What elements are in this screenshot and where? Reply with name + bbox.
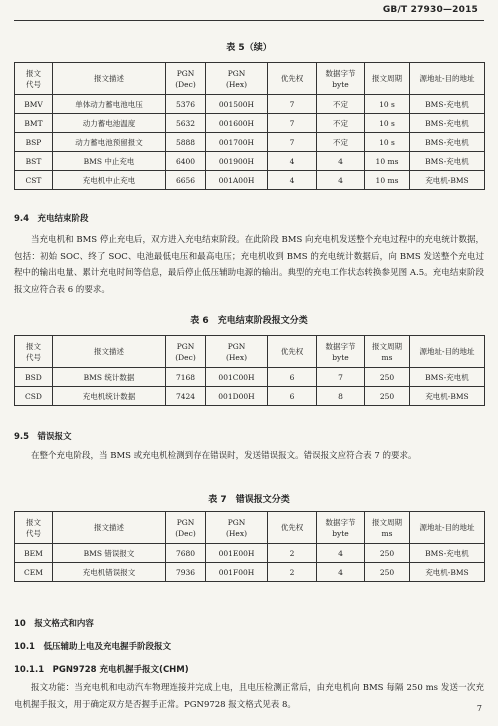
table6-header-cell: 源地址-目的地址 [410,336,485,368]
table-cell: 001D00H [206,387,268,406]
table6-header-cell: 优先权 [268,336,317,368]
table-cell: 7 [268,114,317,133]
table-cell: 充电机中止充电 [53,171,166,190]
page-number: 7 [476,704,482,713]
table-cell: 001700H [206,133,268,152]
table-cell: BSD [15,368,53,387]
section-10-1-1-paragraph: 报文功能：当充电机和电动汽车物理连接并完成上电，且电压检测正常后，由充电机向 BMS 每隔 250 ms 发送一次充电机握手报文，用于确定双方是否握手正常。PGN9728 报文格式见表 8。 [14,683,484,710]
section-10-1-heading: 10.1 低压辅助上电及充电握手阶段报文 [14,642,171,652]
table-cell: 7 [268,95,317,114]
standard-number: GB/T 27930—2015 [382,5,478,15]
table-cell: 8 [317,387,365,406]
table5-header-cell: 报文 代号 [15,63,53,95]
table-cell: 6 [268,368,317,387]
section-9-5-paragraph: 在整个充电阶段，当 BMS 或充电机检测到存在错误时，发送错误报文。错误报文应符合表 7 的要求。 [31,451,417,461]
table-cell: 4 [268,171,317,190]
table-cell: BMS-充电机 [410,133,485,152]
table5-body [15,95,485,190]
table6-header-cell: PGN (Hex) [206,336,268,368]
table-cell: 不定 [317,95,365,114]
table-cell: 250 [365,544,410,563]
table-cell: BSP [15,133,53,152]
table-row [15,152,485,171]
table-cell: 7168 [166,368,206,387]
table-cell: 001A00H [206,171,268,190]
table-cell: 单体动力蓄电池电压 [53,95,166,114]
table7-header-cell: 数据字节 byte [317,512,365,544]
table-row [15,544,485,563]
table-cell: 不定 [317,133,365,152]
table-cell: 充电机-BMS [410,563,485,582]
table5-header-cell: 优先权 [268,63,317,95]
table-cell: 10 ms [365,152,410,171]
table5-header-cell: 源地址-目的地址 [410,63,485,95]
table-cell: 7680 [166,544,206,563]
table7 [14,511,485,582]
table-cell: 6656 [166,171,206,190]
table-cell: 4 [268,152,317,171]
table-cell: BMS-充电机 [410,114,485,133]
table-cell: 4 [317,152,365,171]
table-cell: 4 [317,171,365,190]
table-cell: BMV [15,95,53,114]
table-cell: 001900H [206,152,268,171]
table-row [15,171,485,190]
table-cell: BST [15,152,53,171]
table-cell: 250 [365,563,410,582]
section-9-4-heading: 9.4 充电结束阶段 [14,214,89,224]
table7-header-cell: 报文 代号 [15,512,53,544]
table6-header-cell: 数据字节 byte [317,336,365,368]
table-cell: BMS-充电机 [410,152,485,171]
table-row [15,368,485,387]
table-cell: CEM [15,563,53,582]
table-cell: 充电机-BMS [410,171,485,190]
table5-header-cell: 报文周期 [365,63,410,95]
table-cell: 充电机-BMS [410,387,485,406]
header-rule [14,20,484,21]
table7-header-cell: 优先权 [268,512,317,544]
table7-header-cell: PGN (Dec) [166,512,206,544]
table-cell: 001C00H [206,368,268,387]
table7-header-cell: 报文周期 ms [365,512,410,544]
table-cell: 动力蓄电池预留报文 [53,133,166,152]
table-cell: 4 [317,563,365,582]
table-cell: 充电机统计数据 [53,387,166,406]
table-cell: 250 [365,387,410,406]
table-cell: 001F00H [206,563,268,582]
table-cell: 2 [268,544,317,563]
table-cell: 10 s [365,114,410,133]
table6-caption: 表 6 充电结束阶段报文分类 [190,316,308,326]
table-cell: 7 [268,133,317,152]
table-cell: CSD [15,387,53,406]
table-cell: 6 [268,387,317,406]
section-9-4-paragraph: 当充电机和 BMS 停止充电后，双方进入充电结束阶段。在此阶段 BMS 向充电机发送整个充电过程中的充电统计数据，包括：初始 SOC、终了 SOC、电池最低电压和最高电压；充电机收到 BMS 的充电统计数据后，向 BMS 发送整个充电过程中的输出电量、累计充电时间等信息，最后停止低压辅助电源的输出。典型的充电工作状态转换参见图 A.5。充电结束阶段报文应符合表 6 的要求。 [14,235,484,295]
table-cell: 001600H [206,114,268,133]
table-cell: 不定 [317,114,365,133]
table-cell: BMS-充电机 [410,95,485,114]
table5-caption: 表 5（续） [226,43,272,53]
table-row [15,114,485,133]
table-cell: 4 [317,544,365,563]
table-row [15,563,485,582]
table-cell: 7936 [166,563,206,582]
table7-header-cell: PGN (Hex) [206,512,268,544]
table-cell: BMT [15,114,53,133]
table-row [15,387,485,406]
table-cell: 001500H [206,95,268,114]
table6-body [15,368,485,406]
table7-header-row [15,512,485,544]
table5-header-cell: 报文描述 [53,63,166,95]
table-cell: 7 [317,368,365,387]
table-cell: CST [15,171,53,190]
table-cell: BMS 统计数据 [53,368,166,387]
section-9-5-heading: 9.5 错误报文 [14,432,72,442]
section-10-1-1-heading: 10.1.1 PGN9728 充电机握手报文(CHM) [14,665,189,675]
table6-header-cell: 报文描述 [53,336,166,368]
table5 [14,62,485,190]
table6-header-cell: 报文 代号 [15,336,53,368]
table-cell: 动力蓄电池温度 [53,114,166,133]
table6 [14,335,485,406]
table-cell: 7424 [166,387,206,406]
table7-caption: 表 7 错误报文分类 [208,495,290,505]
table5-header-cell: PGN (Hex) [206,63,268,95]
table-cell: 250 [365,368,410,387]
table7-body [15,544,485,582]
table-cell: BEM [15,544,53,563]
table-cell: 充电机错误报文 [53,563,166,582]
table-cell: 10 s [365,133,410,152]
table5-header-row [15,63,485,95]
table7-header-cell: 报文描述 [53,512,166,544]
table-cell: 5888 [166,133,206,152]
table-cell: 5376 [166,95,206,114]
table-cell: 10 ms [365,171,410,190]
table-cell: BMS-充电机 [410,544,485,563]
table-cell: BMS 中止充电 [53,152,166,171]
table6-header-cell: 报文周期 ms [365,336,410,368]
table-row [15,95,485,114]
table-row [15,133,485,152]
table7-header-cell: 源地址-目的地址 [410,512,485,544]
table-cell: 001E00H [206,544,268,563]
table-cell: 6400 [166,152,206,171]
table5-header-cell: PGN (Dec) [166,63,206,95]
table6-header-row [15,336,485,368]
section-10-heading: 10 报文格式和内容 [14,619,94,629]
table-cell: 2 [268,563,317,582]
table-cell: BMS 错误报文 [53,544,166,563]
table-cell: 5632 [166,114,206,133]
table5-header-cell: 数据字节 byte [317,63,365,95]
table-cell: 10 s [365,95,410,114]
table-cell: BMS-充电机 [410,368,485,387]
table6-header-cell: PGN (Dec) [166,336,206,368]
